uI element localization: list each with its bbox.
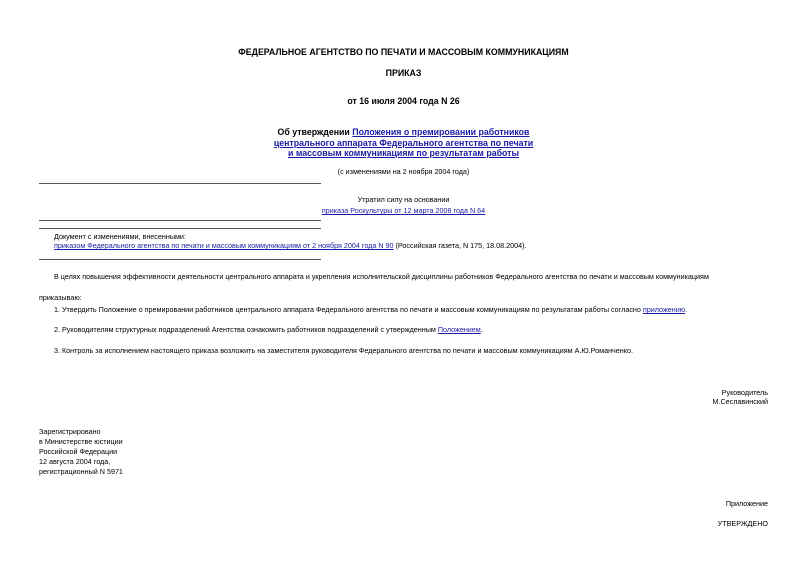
signature-name: М.Сеславинский bbox=[712, 397, 768, 407]
signature-position: Руководитель bbox=[721, 388, 768, 397]
registration-line-4: 12 августа 2004 года, bbox=[39, 457, 111, 467]
title-prefix: Об утверждении bbox=[277, 127, 353, 137]
divider-4 bbox=[39, 259, 321, 260]
registration-line-1: Зарегистрировано bbox=[39, 427, 101, 436]
item-3: 3. Контроль за исполнением настоящего приказа возложить на заместителя руководителя Федерального агентства по печати и массовым коммуникациям А.Ю.Романченко. bbox=[54, 346, 633, 355]
divider-2 bbox=[39, 220, 321, 221]
amendments-note: (с изменениями на 2 ноября 2004 года) bbox=[337, 167, 470, 176]
document-title bbox=[0, 127, 807, 159]
registration-block bbox=[39, 427, 123, 477]
regulation-link[interactable]: Положением bbox=[437, 325, 481, 334]
divider-3 bbox=[39, 228, 321, 229]
intro-paragraph: В целях повышения эффективности деятельности центрального аппарата и укрепления исполнительской дисциплины работников Федерального агентства по печати и массовым коммуникациям bbox=[54, 272, 709, 281]
changes-label: Документ с изменениями, внесенными: bbox=[54, 232, 186, 241]
signature-block bbox=[712, 388, 768, 407]
item-2-text: 2. Руководителям структурных подразделений Агентства ознакомить работников подразделений с утвержденным bbox=[54, 325, 438, 334]
repeal-link[interactable]: приказа Роскультуры от 12 марта 2008 года N 64 bbox=[321, 206, 486, 215]
date-number-heading: от 16 июля 2004 года N 26 bbox=[347, 96, 460, 106]
title-link-line2[interactable]: центрального аппарата Федерального агентства по печати bbox=[273, 137, 534, 148]
item-2 bbox=[54, 325, 483, 334]
item-1-end: . bbox=[685, 305, 688, 314]
registration-line-2: в Министерстве юстиции bbox=[39, 437, 123, 447]
item-1 bbox=[54, 305, 687, 314]
repeal-note: Утратил силу на основании bbox=[357, 195, 450, 204]
changes-line bbox=[54, 242, 527, 250]
item-2-end: . bbox=[480, 325, 483, 334]
item-1-text: 1. Утвердить Положение о премировании работников центрального аппарата Федерального агентства по печати и массовым коммуникациям по результатам работы согласно bbox=[54, 305, 643, 314]
order-word: приказываю: bbox=[39, 293, 82, 302]
title-link-line3[interactable]: и массовым коммуникациям по результатам работы bbox=[288, 148, 519, 159]
approved-label: УТВЕРЖДЕНО bbox=[717, 519, 768, 528]
doc-type-heading: ПРИКАЗ bbox=[385, 68, 422, 78]
registration-line-5: регистрационный N 5971 bbox=[39, 467, 123, 477]
divider-1 bbox=[39, 183, 321, 184]
changes-suffix: (Российская газета, N 175, 18.08.2004). bbox=[393, 241, 527, 250]
appendix-label: Приложение bbox=[725, 499, 768, 508]
agency-heading: ФЕДЕРАЛЬНОЕ АГЕНТСТВО ПО ПЕЧАТИ И МАССОВЫМ КОММУНИКАЦИЯМ bbox=[238, 47, 569, 57]
changes-link[interactable]: приказом Федерального агентства по печати и массовым коммуникациям от 2 ноября 2004 года N 90 bbox=[54, 241, 394, 250]
title-link-line1[interactable]: Положения о премировании работников bbox=[352, 127, 530, 137]
repeal-note-link-wrap bbox=[0, 207, 807, 215]
appendix-link[interactable]: приложению bbox=[642, 305, 686, 314]
registration-line-3: Российской Федерации bbox=[39, 447, 118, 457]
